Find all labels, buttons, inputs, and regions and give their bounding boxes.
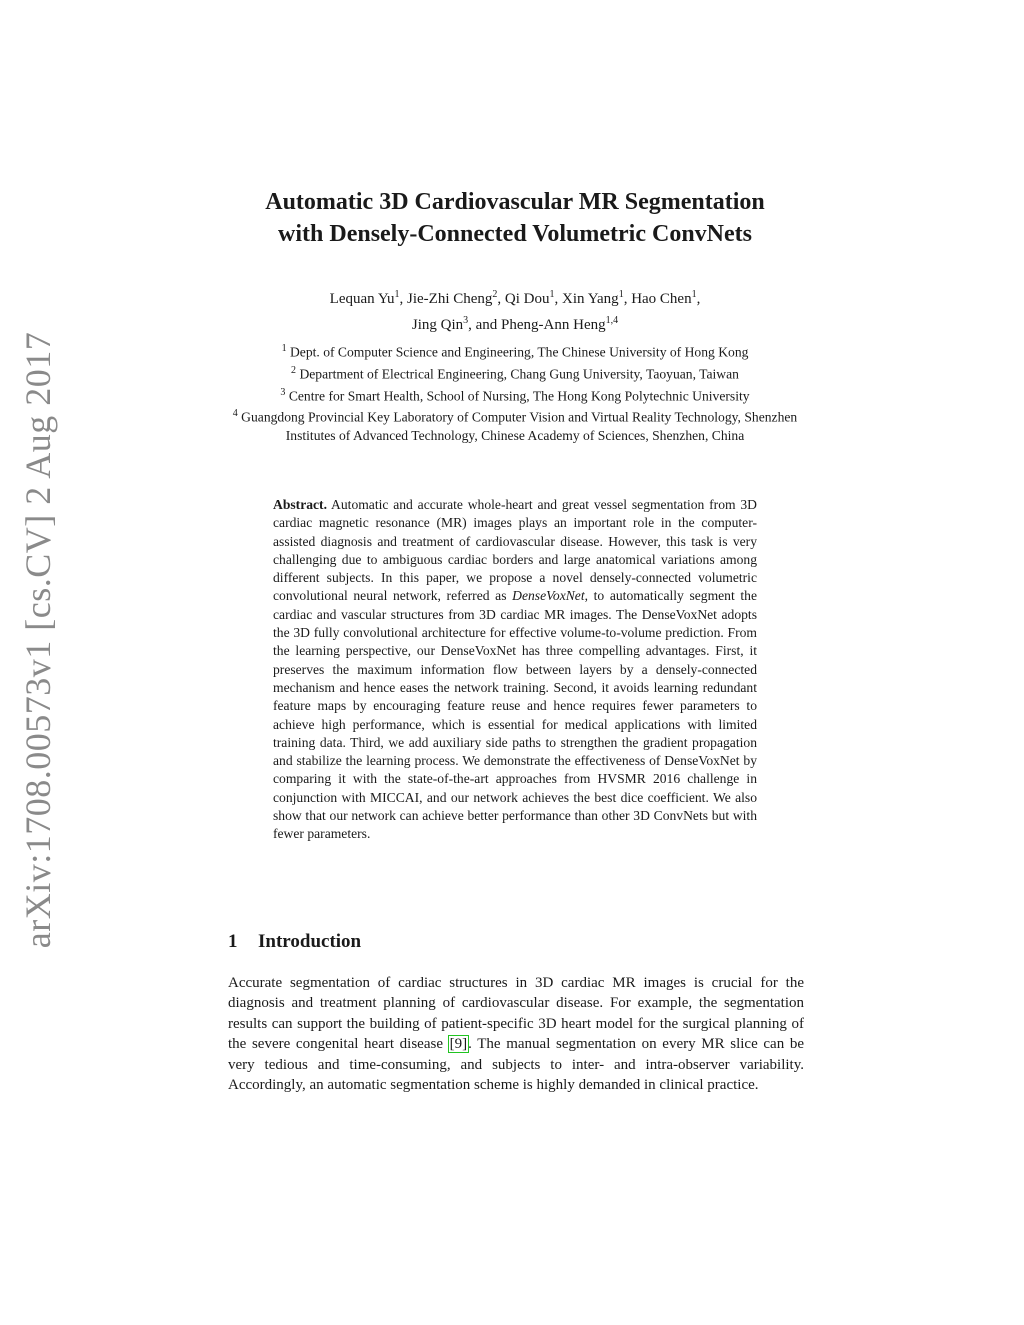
affiliation-text: Guangdong Provincial Key Laboratory of Computer Vision and Virtual Reality Technology, Shenzhen Institutes of Advanced Technology, Chinese Academy of Sciences, Shenzhen, China [241, 410, 798, 444]
affiliation-item [210, 384, 820, 406]
abstract-text-part-1: Automatic and accurate whole-heart and great vessel segmentation from 3D cardiac magnetic resonance (MR) images plays an important role in the computer-assisted diagnosis and treatment of cardiovascular disease. However, this task is very challenging due to ambiguous cardiac borders and large anatomical variations among different subjects. In this paper, we propose a novel densely-connected volumetric convolutional neural network, referred as [273, 497, 757, 604]
author-affil-sup: 1,4 [605, 315, 619, 326]
author-line-1 [200, 284, 830, 310]
affiliation-item [210, 340, 820, 362]
affiliation-item [210, 405, 820, 445]
citation-number: 9 [454, 1036, 463, 1053]
section-heading-introduction [228, 931, 361, 953]
author-list [200, 284, 830, 336]
author-affil-sup: 1 [394, 289, 400, 300]
abstract-text-part-2: , to automatically segment the cardiac and vascular structures from 3D cardiac MR images. The DenseVoxNet adopts the 3D fully convolutional architecture for effective volume-to-volume prediction. From the learning perspective, our DenseVoxNet has three compelling advantages. First, it preserves the maximum information flow between layers by a densely-connected mechanism and hence eases the network training. Second, it avoids learning redundant feature maps by encouraging feature reuse and hence requires fewer parameters to achieve high performance, which is essential for medical applications with limited training data. Third, we add auxiliary side paths to strengthen the gradient propagation and stabilize the learning process. We demonstrate the effectiveness of DenseVoxNet by comparing it with the state-of-the-art approaches from HVSMR 2016 challenge in conjunction with MICCAI, and our network achieves the best dice coefficient. We also show that our network can achieve better performance than other 3D ConvNets but with fewer parameters. [273, 588, 757, 842]
author-affil-sup: 2 [492, 289, 498, 300]
author-separator: , [554, 291, 562, 307]
abstract-block [273, 496, 757, 844]
intro-text-part-1: Accurate segmentation of cardiac structures in 3D cardiac MR images is crucial for the diagnosis and treatment planning of cardiovascular disease. For example, the segmentation results can support the building of patient-specific 3D heart model for the surgical planning of the severe congenital heart disease [228, 975, 804, 1053]
author-affil-sup: 1 [549, 289, 555, 300]
abstract-model-name: DenseVoxNet [512, 588, 585, 604]
author-separator: , [696, 291, 701, 307]
affiliation-text: Dept. of Computer Science and Engineering, The Chinese University of Hong Kong [289, 344, 749, 360]
introduction-paragraph [228, 973, 804, 1095]
intro-text-part-2: . The manual segmentation on every MR slice can be very tedious and time-consuming, and subjects to inter- and intra-observer variability. Accordingly, an automatic segmentation scheme is highly demanded in clinical practice. [228, 1036, 805, 1094]
author-name: Xin Yang [562, 291, 619, 307]
affiliation-sup: 3 [280, 386, 286, 398]
affiliation-sup: 2 [291, 364, 297, 376]
section-number: 1 [228, 931, 238, 952]
affiliation-list [210, 340, 820, 446]
author-name: Qi Dou [504, 291, 550, 307]
affiliation-text: Department of Electrical Engineering, Chang Gung University, Taoyuan, Taiwan [299, 366, 739, 382]
arxiv-side-stamp: arXiv:1708.00573v1 [cs.CV] 2 Aug 2017 [18, 331, 58, 949]
author-name: Lequan Yu [329, 291, 395, 307]
author-separator: , and [468, 317, 502, 333]
paper-title [200, 186, 830, 250]
abstract-label: Abstract. [273, 497, 327, 512]
affiliation-sup: 4 [232, 408, 238, 420]
affiliation-item [210, 362, 820, 384]
author-affil-sup: 3 [463, 315, 469, 326]
title-line-2: with Densely-Connected Volumetric ConvNets [278, 221, 752, 247]
author-separator: , [497, 291, 505, 307]
section-title: Introduction [258, 931, 362, 952]
author-affil-sup: 1 [691, 289, 697, 300]
title-line-1: Automatic 3D Cardiovascular MR Segmentation [265, 189, 765, 215]
author-separator: , [399, 291, 407, 307]
author-separator: , [623, 291, 632, 307]
author-name: Hao Chen [631, 291, 692, 307]
author-line-2 [200, 310, 830, 336]
affiliation-sup: 1 [281, 343, 287, 354]
author-affil-sup: 1 [618, 289, 624, 300]
author-name: Jing Qin [411, 317, 464, 333]
author-name: Pheng-Ann Heng [501, 317, 606, 333]
citation-link[interactable]: [9] [449, 1036, 468, 1053]
author-name: Jie-Zhi Cheng [407, 291, 493, 307]
affiliation-text: Centre for Smart Health, School of Nursing, The Hong Kong Polytechnic University [288, 388, 750, 404]
